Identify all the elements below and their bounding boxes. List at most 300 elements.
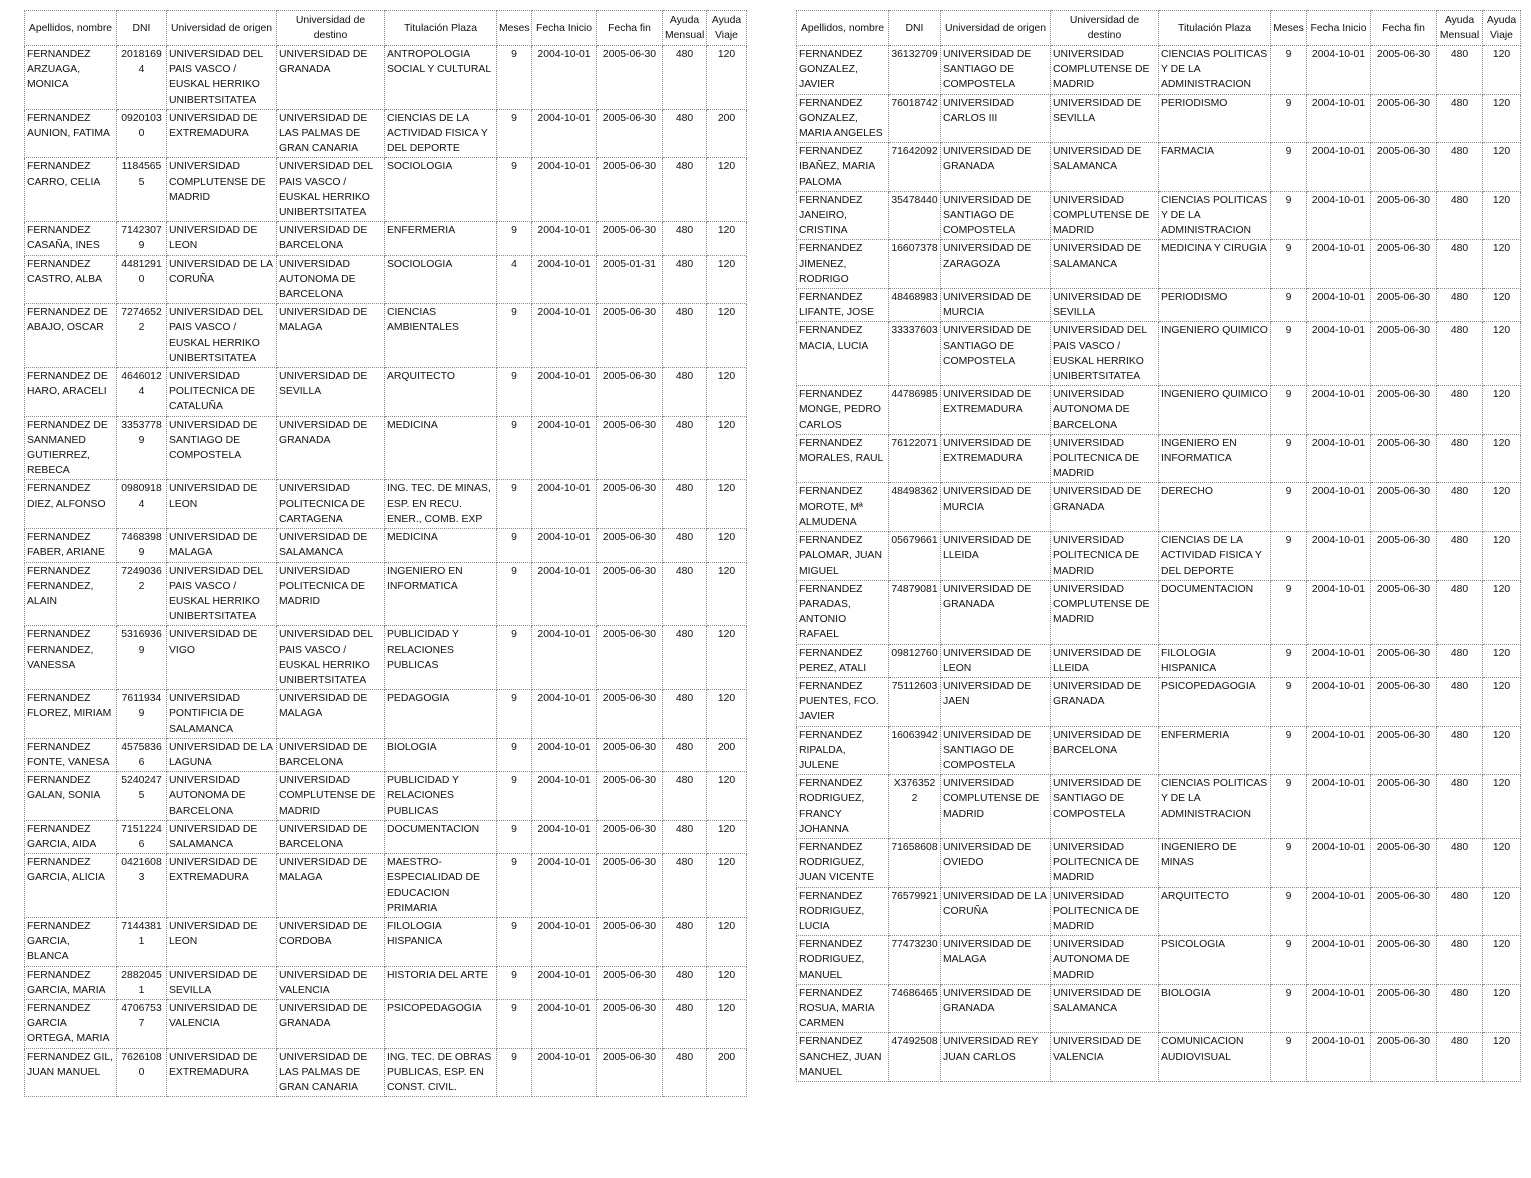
cell-origin-university: UNIVERSIDAD PONTIFICIA DE SALAMANCA <box>167 690 277 739</box>
cell-months: 9 <box>1271 1033 1307 1082</box>
cell-start-date: 2004-10-01 <box>1307 726 1371 775</box>
cell-destination-university: UNIVERSIDAD COMPLUTENSE DE MADRID <box>1051 580 1159 644</box>
cell-name: FERNANDEZ GONZALEZ, JAVIER <box>797 46 889 95</box>
cell-degree: SOCIOLOGIA <box>385 255 497 304</box>
cell-months: 9 <box>497 917 532 966</box>
cell-monthly-aid: 480 <box>663 966 707 999</box>
cell-monthly-aid: 480 <box>1437 984 1483 1033</box>
cell-monthly-aid: 480 <box>1437 887 1483 936</box>
cell-origin-university: UNIVERSIDAD DE EXTREMADURA <box>167 109 277 158</box>
cell-name: FERNANDEZ AUNION, FATIMA <box>25 109 117 158</box>
cell-dni: 16607378 <box>889 240 941 289</box>
cell-end-date: 2005-06-30 <box>597 917 663 966</box>
cell-end-date: 2005-06-30 <box>1371 434 1437 483</box>
cell-months: 9 <box>1271 483 1307 532</box>
cell-dni: 47067537 <box>117 999 167 1048</box>
cell-end-date: 2005-06-30 <box>597 46 663 110</box>
cell-start-date: 2004-10-01 <box>1307 434 1371 483</box>
cell-destination-university: UNIVERSIDAD POLITECNICA DE MADRID <box>277 562 385 626</box>
table-row <box>25 966 747 999</box>
left-header-destination-university: Universidad de destino <box>277 11 385 46</box>
cell-travel-aid: 120 <box>707 690 747 739</box>
cell-name: FERNANDEZ ARZUAGA, MONICA <box>25 46 117 110</box>
cell-dni: 72490362 <box>117 562 167 626</box>
cell-months: 9 <box>497 562 532 626</box>
right-header-travel-aid: Ayuda Viaje <box>1483 11 1521 46</box>
cell-start-date: 2004-10-01 <box>532 1048 597 1097</box>
cell-months: 9 <box>497 222 532 255</box>
cell-travel-aid: 120 <box>707 917 747 966</box>
cell-end-date: 2005-06-30 <box>1371 580 1437 644</box>
cell-degree: COMUNICACION AUDIOVISUAL <box>1159 1033 1271 1082</box>
cell-dni: 76122071 <box>889 434 941 483</box>
cell-monthly-aid: 480 <box>1437 483 1483 532</box>
cell-months: 9 <box>497 158 532 222</box>
cell-degree: CIENCIAS POLITICAS Y DE LA ADMINISTRACION <box>1159 191 1271 240</box>
cell-dni: 09809184 <box>117 480 167 529</box>
right-table <box>796 10 1521 1082</box>
cell-degree: INGENIERO EN INFORMATICA <box>385 562 497 626</box>
cell-monthly-aid: 480 <box>663 690 707 739</box>
cell-name: FERNANDEZ SANCHEZ, JUAN MANUEL <box>797 1033 889 1082</box>
cell-months: 9 <box>497 738 532 771</box>
cell-name: FERNANDEZ JANEIRO, CRISTINA <box>797 191 889 240</box>
cell-start-date: 2004-10-01 <box>532 416 597 480</box>
cell-travel-aid: 120 <box>1483 775 1521 839</box>
cell-name: FERNANDEZ LIFANTE, JOSE <box>797 289 889 322</box>
cell-degree: FARMACIA <box>1159 143 1271 192</box>
cell-travel-aid: 200 <box>707 738 747 771</box>
cell-travel-aid: 120 <box>1483 434 1521 483</box>
cell-monthly-aid: 480 <box>663 304 707 368</box>
cell-destination-university: UNIVERSIDAD POLITECNICA DE MADRID <box>1051 838 1159 887</box>
cell-dni: 11845655 <box>117 158 167 222</box>
cell-name: FERNANDEZ PUENTES, FCO. JAVIER <box>797 677 889 726</box>
cell-travel-aid: 120 <box>707 480 747 529</box>
cell-origin-university: UNIVERSIDAD DE LA CORUÑA <box>167 255 277 304</box>
cell-origin-university: UNIVERSIDAD DE SEVILLA <box>167 966 277 999</box>
cell-origin-university: UNIVERSIDAD POLITECNICA DE CATALUÑA <box>167 368 277 417</box>
cell-start-date: 2004-10-01 <box>1307 677 1371 726</box>
cell-destination-university: UNIVERSIDAD DE LAS PALMAS DE GRAN CANARIA <box>277 1048 385 1097</box>
table-row <box>25 416 747 480</box>
cell-start-date: 2004-10-01 <box>1307 322 1371 386</box>
table-row <box>797 984 1521 1033</box>
cell-start-date: 2004-10-01 <box>532 480 597 529</box>
cell-degree: MEDICINA Y CIRUGIA <box>1159 240 1271 289</box>
cell-origin-university: UNIVERSIDAD DEL PAIS VASCO / EUSKAL HERRIKO UNIBERTSITATEA <box>167 562 277 626</box>
cell-dni: 44786985 <box>889 386 941 435</box>
cell-start-date: 2004-10-01 <box>532 690 597 739</box>
cell-name: FERNANDEZ GARCIA, ALICIA <box>25 854 117 918</box>
cell-start-date: 2004-10-01 <box>532 772 597 821</box>
cell-monthly-aid: 480 <box>663 917 707 966</box>
table-row <box>797 677 1521 726</box>
cell-origin-university: UNIVERSIDAD DE EXTREMADURA <box>167 854 277 918</box>
cell-destination-university: UNIVERSIDAD DE SALAMANCA <box>277 529 385 562</box>
table-row <box>25 626 747 690</box>
cell-start-date: 2004-10-01 <box>532 158 597 222</box>
cell-name: FERNANDEZ MONGE, PEDRO CARLOS <box>797 386 889 435</box>
left-header-row <box>25 11 747 46</box>
cell-destination-university: UNIVERSIDAD AUTONOMA DE BARCELONA <box>1051 386 1159 435</box>
table-row <box>25 999 747 1048</box>
cell-end-date: 2005-06-30 <box>1371 936 1437 985</box>
cell-origin-university: UNIVERSIDAD DE VIGO <box>167 626 277 690</box>
cell-destination-university: UNIVERSIDAD POLITECNICA DE MADRID <box>1051 532 1159 581</box>
cell-start-date: 2004-10-01 <box>532 368 597 417</box>
cell-travel-aid: 120 <box>707 158 747 222</box>
cell-end-date: 2005-06-30 <box>597 529 663 562</box>
cell-monthly-aid: 480 <box>663 46 707 110</box>
cell-origin-university: UNIVERSIDAD CARLOS III <box>941 94 1051 143</box>
table-row <box>797 726 1521 775</box>
cell-travel-aid: 120 <box>1483 532 1521 581</box>
right-header-months: Meses <box>1271 11 1307 46</box>
cell-destination-university: UNIVERSIDAD DE MALAGA <box>277 854 385 918</box>
cell-dni: 74879081 <box>889 580 941 644</box>
cell-travel-aid: 120 <box>707 820 747 853</box>
cell-origin-university: UNIVERSIDAD DE LEON <box>167 222 277 255</box>
cell-name: FERNANDEZ GALAN, SONIA <box>25 772 117 821</box>
cell-origin-university: UNIVERSIDAD DE JAEN <box>941 677 1051 726</box>
cell-name: FERNANDEZ FERNANDEZ, ALAIN <box>25 562 117 626</box>
cell-months: 9 <box>1271 434 1307 483</box>
cell-degree: PSICOPEDAGOGIA <box>1159 677 1271 726</box>
cell-months: 9 <box>1271 240 1307 289</box>
table-row <box>797 322 1521 386</box>
cell-months: 9 <box>497 368 532 417</box>
cell-start-date: 2004-10-01 <box>532 917 597 966</box>
cell-origin-university: UNIVERSIDAD COMPLUTENSE DE MADRID <box>941 775 1051 839</box>
cell-name: FERNANDEZ PEREZ, ATALI <box>797 644 889 677</box>
cell-months: 9 <box>497 690 532 739</box>
cell-destination-university: UNIVERSIDAD DE MALAGA <box>277 304 385 368</box>
cell-origin-university: UNIVERSIDAD DE GRANADA <box>941 984 1051 1033</box>
cell-monthly-aid: 480 <box>663 255 707 304</box>
cell-end-date: 2005-06-30 <box>1371 240 1437 289</box>
cell-end-date: 2005-06-30 <box>597 820 663 853</box>
cell-origin-university: UNIVERSIDAD DE SANTIAGO DE COMPOSTELA <box>941 191 1051 240</box>
cell-months: 9 <box>1271 838 1307 887</box>
cell-destination-university: UNIVERSIDAD AUTONOMA DE BARCELONA <box>277 255 385 304</box>
cell-origin-university: UNIVERSIDAD DE SANTIAGO DE COMPOSTELA <box>941 46 1051 95</box>
cell-start-date: 2004-10-01 <box>1307 984 1371 1033</box>
cell-origin-university: UNIVERSIDAD DE LA LAGUNA <box>167 738 277 771</box>
cell-origin-university: UNIVERSIDAD DE LEON <box>167 480 277 529</box>
cell-degree: ENFERMERIA <box>385 222 497 255</box>
cell-months: 9 <box>497 480 532 529</box>
cell-start-date: 2004-10-01 <box>532 222 597 255</box>
table-row <box>25 222 747 255</box>
cell-start-date: 2004-10-01 <box>532 966 597 999</box>
cell-start-date: 2004-10-01 <box>1307 887 1371 936</box>
cell-name: FERNANDEZ DE ABAJO, OSCAR <box>25 304 117 368</box>
cell-destination-university: UNIVERSIDAD DE GRANADA <box>1051 677 1159 726</box>
cell-degree: MEDICINA <box>385 529 497 562</box>
cell-degree: PERIODISMO <box>1159 94 1271 143</box>
cell-end-date: 2005-06-30 <box>597 690 663 739</box>
cell-destination-university: UNIVERSIDAD COMPLUTENSE DE MADRID <box>277 772 385 821</box>
left-header-degree: Titulación Plaza <box>385 11 497 46</box>
cell-name: FERNANDEZ GIL, JUAN MANUEL <box>25 1048 117 1097</box>
cell-name: FERNANDEZ IBAÑEZ, MARIA PALOMA <box>797 143 889 192</box>
cell-origin-university: UNIVERSIDAD DE OVIEDO <box>941 838 1051 887</box>
cell-degree: DOCUMENTACION <box>385 820 497 853</box>
table-row <box>25 304 747 368</box>
cell-destination-university: UNIVERSIDAD DE GRANADA <box>277 416 385 480</box>
cell-monthly-aid: 480 <box>663 109 707 158</box>
cell-destination-university: UNIVERSIDAD DEL PAIS VASCO / EUSKAL HERRIKO UNIBERTSITATEA <box>1051 322 1159 386</box>
cell-destination-university: UNIVERSIDAD POLITECNICA DE MADRID <box>1051 434 1159 483</box>
left-header-monthly-aid: Ayuda Mensual <box>663 11 707 46</box>
cell-end-date: 2005-06-30 <box>1371 677 1437 726</box>
cell-degree: INGENIERO DE MINAS <box>1159 838 1271 887</box>
table-row <box>797 289 1521 322</box>
cell-name: FERNANDEZ CASAÑA, INES <box>25 222 117 255</box>
cell-months: 9 <box>1271 46 1307 95</box>
cell-degree: PUBLICIDAD Y RELACIONES PUBLICAS <box>385 626 497 690</box>
cell-name: FERNANDEZ RIPALDA, JULENE <box>797 726 889 775</box>
cell-end-date: 2005-06-30 <box>597 999 663 1048</box>
cell-degree: ENFERMERIA <box>1159 726 1271 775</box>
cell-end-date: 2005-06-30 <box>1371 1033 1437 1082</box>
cell-months: 9 <box>497 820 532 853</box>
cell-end-date: 2005-06-30 <box>1371 838 1437 887</box>
cell-months: 4 <box>497 255 532 304</box>
cell-travel-aid: 120 <box>707 854 747 918</box>
cell-end-date: 2005-06-30 <box>597 416 663 480</box>
right-header-dni: DNI <box>889 11 941 46</box>
cell-origin-university: UNIVERSIDAD COMPLUTENSE DE MADRID <box>167 158 277 222</box>
cell-degree: BIOLOGIA <box>1159 984 1271 1033</box>
cell-end-date: 2005-06-30 <box>597 966 663 999</box>
cell-start-date: 2004-10-01 <box>1307 143 1371 192</box>
cell-monthly-aid: 480 <box>1437 240 1483 289</box>
table-row <box>25 529 747 562</box>
cell-end-date: 2005-06-30 <box>1371 726 1437 775</box>
table-row <box>797 775 1521 839</box>
cell-travel-aid: 120 <box>1483 936 1521 985</box>
cell-degree: ING. TEC. DE MINAS, ESP. EN RECU. ENER., COMB. EXP <box>385 480 497 529</box>
cell-name: FERNANDEZ PALOMAR, JUAN MIGUEL <box>797 532 889 581</box>
cell-travel-aid: 120 <box>1483 887 1521 936</box>
table-row <box>25 255 747 304</box>
cell-end-date: 2005-06-30 <box>1371 143 1437 192</box>
cell-dni: 33337603 <box>889 322 941 386</box>
cell-origin-university: UNIVERSIDAD DE MURCIA <box>941 483 1051 532</box>
cell-travel-aid: 120 <box>1483 143 1521 192</box>
cell-origin-university: UNIVERSIDAD DE SANTIAGO DE COMPOSTELA <box>941 726 1051 775</box>
cell-months: 9 <box>497 999 532 1048</box>
cell-degree: ARQUITECTO <box>385 368 497 417</box>
cell-destination-university: UNIVERSIDAD AUTONOMA DE MADRID <box>1051 936 1159 985</box>
table-row <box>25 738 747 771</box>
cell-degree: BIOLOGIA <box>385 738 497 771</box>
cell-start-date: 2004-10-01 <box>1307 191 1371 240</box>
cell-degree: CIENCIAS POLITICAS Y DE LA ADMINISTRACION <box>1159 46 1271 95</box>
cell-origin-university: UNIVERSIDAD DE GRANADA <box>941 580 1051 644</box>
cell-dni: 71642092 <box>889 143 941 192</box>
cell-destination-university: UNIVERSIDAD COMPLUTENSE DE MADRID <box>1051 191 1159 240</box>
cell-name: FERNANDEZ FABER, ARIANE <box>25 529 117 562</box>
cell-dni: 48498362 <box>889 483 941 532</box>
cell-dni: 76261080 <box>117 1048 167 1097</box>
cell-name: FERNANDEZ GARCIA, BLANCA <box>25 917 117 966</box>
cell-end-date: 2005-06-30 <box>1371 46 1437 95</box>
table-row <box>797 483 1521 532</box>
cell-start-date: 2004-10-01 <box>532 562 597 626</box>
cell-destination-university: UNIVERSIDAD DE LAS PALMAS DE GRAN CANARIA <box>277 109 385 158</box>
cell-travel-aid: 120 <box>707 772 747 821</box>
table-row <box>25 917 747 966</box>
cell-monthly-aid: 480 <box>1437 580 1483 644</box>
cell-name: FERNANDEZ CASTRO, ALBA <box>25 255 117 304</box>
cell-destination-university: UNIVERSIDAD DE SANTIAGO DE COMPOSTELA <box>1051 775 1159 839</box>
cell-name: FERNANDEZ GONZALEZ, MARIA ANGELES <box>797 94 889 143</box>
cell-origin-university: UNIVERSIDAD DE LLEIDA <box>941 532 1051 581</box>
cell-start-date: 2004-10-01 <box>1307 386 1371 435</box>
cell-end-date: 2005-06-30 <box>1371 483 1437 532</box>
cell-monthly-aid: 480 <box>663 480 707 529</box>
cell-name: FERNANDEZ MOROTE, Mª ALMUDENA <box>797 483 889 532</box>
cell-name: FERNANDEZ GARCIA ORTEGA, MARIA <box>25 999 117 1048</box>
cell-travel-aid: 120 <box>707 46 747 110</box>
cell-origin-university: UNIVERSIDAD DE GRANADA <box>941 143 1051 192</box>
table-row <box>797 838 1521 887</box>
cell-destination-university: UNIVERSIDAD DE VALENCIA <box>277 966 385 999</box>
table-row <box>797 386 1521 435</box>
table-row <box>797 240 1521 289</box>
cell-travel-aid: 120 <box>1483 240 1521 289</box>
table-row <box>25 562 747 626</box>
cell-end-date: 2005-06-30 <box>1371 644 1437 677</box>
cell-monthly-aid: 480 <box>1437 289 1483 322</box>
cell-monthly-aid: 480 <box>663 626 707 690</box>
cell-months: 9 <box>1271 191 1307 240</box>
cell-end-date: 2005-06-30 <box>597 480 663 529</box>
right-header-name: Apellidos, nombre <box>797 11 889 46</box>
cell-monthly-aid: 480 <box>1437 191 1483 240</box>
cell-end-date: 2005-06-30 <box>1371 94 1437 143</box>
table-row <box>797 46 1521 95</box>
cell-monthly-aid: 480 <box>1437 677 1483 726</box>
cell-end-date: 2005-06-30 <box>1371 386 1437 435</box>
cell-monthly-aid: 480 <box>1437 775 1483 839</box>
cell-start-date: 2004-10-01 <box>532 999 597 1048</box>
cell-travel-aid: 120 <box>1483 46 1521 95</box>
cell-months: 9 <box>1271 984 1307 1033</box>
cell-monthly-aid: 480 <box>1437 46 1483 95</box>
cell-degree: MEDICINA <box>385 416 497 480</box>
cell-end-date: 2005-06-30 <box>597 109 663 158</box>
cell-destination-university: UNIVERSIDAD DE LLEIDA <box>1051 644 1159 677</box>
cell-monthly-aid: 480 <box>1437 726 1483 775</box>
cell-name: FERNANDEZ PARADAS, ANTONIO RAFAEL <box>797 580 889 644</box>
left-header-end-date: Fecha fin <box>597 11 663 46</box>
cell-monthly-aid: 480 <box>1437 386 1483 435</box>
table-row <box>797 644 1521 677</box>
cell-degree: INGENIERO QUIMICO <box>1159 322 1271 386</box>
cell-name: FERNANDEZ DE SANMANED GUTIERREZ, REBECA <box>25 416 117 480</box>
cell-dni: X3763522 <box>889 775 941 839</box>
cell-months: 9 <box>497 304 532 368</box>
cell-dni: 20181694 <box>117 46 167 110</box>
cell-dni: 75112603 <box>889 677 941 726</box>
cell-name: FERNANDEZ RODRIGUEZ, LUCIA <box>797 887 889 936</box>
cell-dni: 76119349 <box>117 690 167 739</box>
cell-travel-aid: 120 <box>707 562 747 626</box>
cell-months: 9 <box>497 416 532 480</box>
cell-destination-university: UNIVERSIDAD COMPLUTENSE DE MADRID <box>1051 46 1159 95</box>
cell-months: 9 <box>1271 887 1307 936</box>
table-row <box>797 1033 1521 1082</box>
cell-origin-university: UNIVERSIDAD DE SALAMANCA <box>167 820 277 853</box>
cell-degree: FILOLOGIA HISPANICA <box>385 917 497 966</box>
cell-origin-university: UNIVERSIDAD DE EXTREMADURA <box>941 434 1051 483</box>
right-header-row <box>797 11 1521 46</box>
cell-start-date: 2004-10-01 <box>532 529 597 562</box>
left-header-dni: DNI <box>117 11 167 46</box>
cell-degree: ANTROPOLOGIA SOCIAL Y CULTURAL <box>385 46 497 110</box>
cell-dni: 76579921 <box>889 887 941 936</box>
table-row <box>797 936 1521 985</box>
cell-start-date: 2004-10-01 <box>532 109 597 158</box>
cell-name: FERNANDEZ RODRIGUEZ, JUAN VICENTE <box>797 838 889 887</box>
cell-destination-university: UNIVERSIDAD DE SALAMANCA <box>1051 984 1159 1033</box>
cell-degree: DOCUMENTACION <box>1159 580 1271 644</box>
cell-start-date: 2004-10-01 <box>532 626 597 690</box>
cell-degree: ARQUITECTO <box>1159 887 1271 936</box>
cell-months: 9 <box>497 966 532 999</box>
cell-start-date: 2004-10-01 <box>1307 94 1371 143</box>
cell-dni: 52402475 <box>117 772 167 821</box>
cell-name: FERNANDEZ FLOREZ, MIRIAM <box>25 690 117 739</box>
cell-end-date: 2005-06-30 <box>1371 289 1437 322</box>
cell-months: 9 <box>497 772 532 821</box>
table-row <box>25 46 747 110</box>
cell-months: 9 <box>1271 726 1307 775</box>
cell-origin-university: UNIVERSIDAD AUTONOMA DE BARCELONA <box>167 772 277 821</box>
cell-name: FERNANDEZ GARCIA, MARIA <box>25 966 117 999</box>
cell-travel-aid: 120 <box>707 529 747 562</box>
cell-degree: HISTORIA DEL ARTE <box>385 966 497 999</box>
table-row <box>25 368 747 417</box>
right-header-origin-university: Universidad de origen <box>941 11 1051 46</box>
cell-start-date: 2004-10-01 <box>1307 1033 1371 1082</box>
cell-destination-university: UNIVERSIDAD DE SALAMANCA <box>1051 143 1159 192</box>
cell-start-date: 2004-10-01 <box>1307 838 1371 887</box>
cell-origin-university: UNIVERSIDAD DE MALAGA <box>167 529 277 562</box>
right-table-body <box>797 46 1521 1082</box>
cell-start-date: 2004-10-01 <box>532 854 597 918</box>
cell-destination-university: UNIVERSIDAD DE GRANADA <box>277 999 385 1048</box>
cell-start-date: 2004-10-01 <box>1307 936 1371 985</box>
cell-degree: SOCIOLOGIA <box>385 158 497 222</box>
cell-destination-university: UNIVERSIDAD DE BARCELONA <box>1051 726 1159 775</box>
cell-end-date: 2005-06-30 <box>1371 322 1437 386</box>
cell-monthly-aid: 480 <box>1437 532 1483 581</box>
cell-degree: PSICOPEDAGOGIA <box>385 999 497 1048</box>
left-header-months: Meses <box>497 11 532 46</box>
cell-travel-aid: 120 <box>707 999 747 1048</box>
cell-degree: CIENCIAS DE LA ACTIVIDAD FISICA Y DEL DEPORTE <box>1159 532 1271 581</box>
cell-start-date: 2004-10-01 <box>532 820 597 853</box>
cell-travel-aid: 120 <box>1483 386 1521 435</box>
cell-degree: CIENCIAS POLITICAS Y DE LA ADMINISTRACION <box>1159 775 1271 839</box>
cell-travel-aid: 120 <box>1483 644 1521 677</box>
cell-monthly-aid: 480 <box>663 562 707 626</box>
